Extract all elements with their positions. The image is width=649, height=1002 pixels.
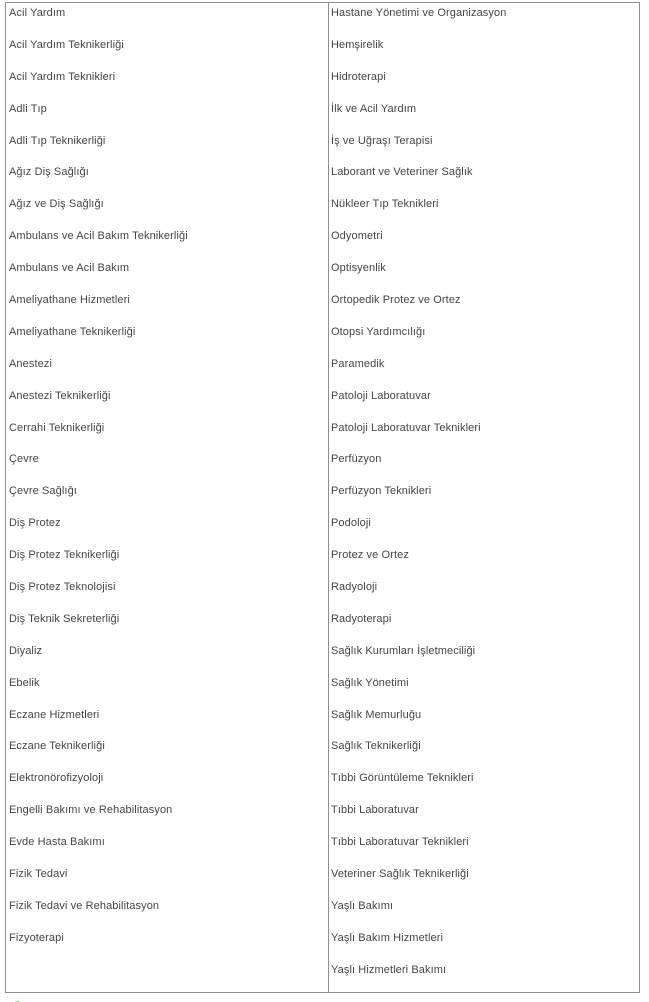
list-item: Hastane Yönetimi ve Organizasyon bbox=[331, 7, 507, 19]
right-column bbox=[331, 3, 506, 992]
list-item: Ebelik bbox=[9, 676, 40, 689]
list-item: Podoloji bbox=[331, 517, 371, 530]
list-item: Fizik Tedavi bbox=[9, 868, 68, 881]
list-item: Tıbbi Görüntüleme Teknikleri bbox=[331, 772, 474, 785]
list-item: Anestezi bbox=[9, 357, 52, 370]
list-item: Yaşlı Hizmetleri Bakımı bbox=[331, 963, 447, 976]
list-item: Diş Protez Teknikerliği bbox=[9, 549, 120, 562]
list-item: Cerrahi Teknikerliği bbox=[9, 421, 105, 434]
list-item: Ameliyathane Teknikerliği bbox=[9, 325, 136, 338]
column-divider bbox=[328, 3, 329, 992]
list-item: Perfüzyon Teknikleri bbox=[331, 485, 432, 498]
list-item: Sağlık Teknikerliği bbox=[331, 740, 421, 753]
list-item: Engelli Bakımı ve Rehabilitasyon bbox=[9, 804, 173, 817]
list-item: Ortopedik Protez ve Ortez bbox=[331, 294, 461, 307]
list-item: Diyaliz bbox=[9, 644, 43, 657]
list-item: Acil Yardım Teknikerliği bbox=[9, 38, 124, 51]
list-item: Hemşirelik bbox=[331, 38, 384, 51]
list-item: Sağlık Yönetimi bbox=[331, 676, 409, 689]
list-item: Acil Yardım Teknikleri bbox=[9, 70, 116, 83]
list-item: Ağız Diş Sağlığı bbox=[9, 166, 89, 179]
program-list-table bbox=[5, 2, 640, 993]
list-item: Eczane Teknikerliği bbox=[9, 740, 105, 753]
list-item: Radyoloji bbox=[331, 581, 378, 594]
list-item: Optisyenlik bbox=[331, 262, 386, 275]
list-item: Nükleer Tıp Teknikleri bbox=[331, 198, 439, 211]
list-item: Sağlık Memurluğu bbox=[331, 708, 422, 721]
list-item: Evde Hasta Bakımı bbox=[9, 836, 105, 849]
list-item: Tıbbi Laboratuvar Teknikleri bbox=[331, 836, 469, 849]
list-item: Patoloji Laboratuvar Teknikleri bbox=[331, 421, 481, 434]
list-item: Anestezi Teknikerliği bbox=[9, 389, 111, 402]
leaf-logo-icon bbox=[7, 995, 127, 1002]
list-item: Otopsi Yardımcılığı bbox=[331, 325, 426, 338]
list-item: İlk ve Acil Yardım bbox=[331, 102, 417, 115]
list-item: Acil Yardım bbox=[9, 7, 66, 19]
list-item: İş ve Uğraşı Terapisi bbox=[331, 134, 433, 147]
list-item: Protez ve Ortez bbox=[331, 549, 409, 562]
list-item: Ambulans ve Acil Bakım bbox=[9, 262, 130, 275]
list-item: Ağız ve Diş Sağlığı bbox=[9, 198, 104, 211]
list-item: Yaşlı Bakımı bbox=[331, 899, 394, 912]
list-item: Çevre bbox=[9, 453, 39, 466]
list-item: Sağlık Kurumları İşletmeciliği bbox=[331, 644, 476, 657]
list-item: Diş Protez Teknolojisi bbox=[9, 581, 116, 594]
list-item: Adli Tıp Teknikerliği bbox=[9, 134, 106, 147]
list-item: Perfüzyon bbox=[331, 453, 382, 466]
list-item: Paramedik bbox=[331, 357, 385, 370]
list-item: Adli Tıp bbox=[9, 102, 47, 115]
list-item: Laborant ve Veteriner Sağlık bbox=[331, 166, 473, 179]
list-item: Ameliyathane Hizmetleri bbox=[9, 294, 130, 307]
list-item: Ambulans ve Acil Bakım Teknikerliği bbox=[9, 230, 188, 243]
list-item: Yaşlı Bakım Hizmetleri bbox=[331, 931, 444, 944]
list-item: Radyoterapi bbox=[331, 612, 392, 625]
list-item: Hidroterapi bbox=[331, 70, 386, 83]
list-item: Tıbbi Laboratuvar bbox=[331, 804, 419, 817]
list-item: Çevre Sağlığı bbox=[9, 485, 77, 498]
list-item: Patoloji Laboratuvar bbox=[331, 389, 431, 402]
list-item: Eczane Hizmetleri bbox=[9, 708, 100, 721]
left-column bbox=[9, 3, 188, 960]
list-item: Veteriner Sağlık Teknikerliği bbox=[331, 868, 469, 881]
list-item: Fizyoterapi bbox=[9, 931, 64, 944]
list-item: Elektronörofizyoloji bbox=[9, 772, 104, 785]
list-item: Diş Protez bbox=[9, 517, 61, 530]
list-item: Fizik Tedavi ve Rehabilitasyon bbox=[9, 899, 160, 912]
list-item: Diş Teknik Sekreterliği bbox=[9, 612, 120, 625]
list-item: Odyometri bbox=[331, 230, 383, 243]
